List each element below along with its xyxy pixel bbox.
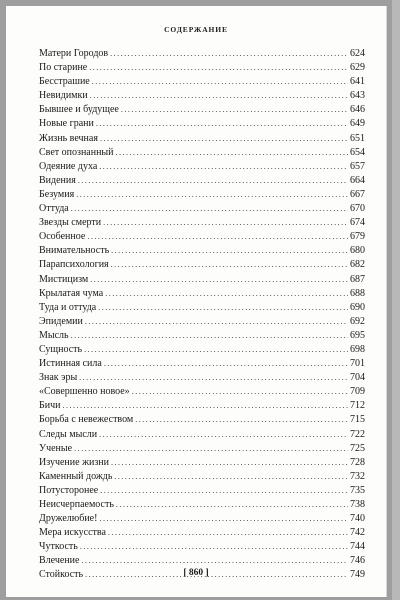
page-number: [ 860 ] <box>183 568 209 578</box>
toc-entry-page: 742 <box>350 527 365 539</box>
toc-entry-page: 690 <box>350 301 365 313</box>
toc-entry-title: Борьба с невежеством <box>39 414 134 426</box>
toc-entry <box>39 75 365 89</box>
dot-leader <box>111 456 348 470</box>
toc-entry-title: Знак эры <box>39 372 78 384</box>
toc-entry-title: Жизнь вечная <box>39 132 98 144</box>
dot-leader <box>114 470 348 484</box>
dot-leader <box>71 329 348 343</box>
toc-entry-title: Невидимки <box>39 90 88 102</box>
toc-entry <box>39 498 365 512</box>
toc-entry <box>39 484 365 498</box>
toc-entry-page: 740 <box>350 513 365 525</box>
toc-entry <box>39 301 365 315</box>
toc-entry-page: 682 <box>350 259 365 271</box>
dot-leader <box>108 526 348 540</box>
toc-entry-page: 624 <box>350 48 365 59</box>
toc-entry-page: 722 <box>350 428 365 440</box>
toc-entry-title: Мистицизм <box>39 273 89 285</box>
dot-leader <box>85 315 348 329</box>
dot-leader <box>71 202 348 216</box>
toc-entry-title: Неисчерпаемость <box>39 499 114 510</box>
toc-entry-title: Мера искусства <box>39 527 106 539</box>
toc-entry-title: Одеяние духа <box>39 160 98 172</box>
dot-leader <box>104 357 348 371</box>
dot-leader <box>98 301 348 315</box>
toc-entry-title: Видения <box>39 174 76 186</box>
toc-entry-title: Особенное <box>39 231 86 243</box>
toc-entry-title: Парапсихология <box>39 259 109 271</box>
toc-entry-page: 725 <box>350 442 365 454</box>
toc-entry-page: 674 <box>350 217 365 229</box>
toc-entry-page: 670 <box>350 203 365 215</box>
dot-leader <box>121 103 348 117</box>
toc-entry <box>39 470 365 484</box>
dot-leader <box>90 273 348 287</box>
toc-entry-title: Крылатая чума <box>39 287 104 299</box>
toc-entry-title: Безумия <box>39 188 75 200</box>
page-header: СОДЕРЖАНИЕ <box>164 25 228 34</box>
toc-entry <box>39 385 365 399</box>
toc-entry <box>39 174 365 188</box>
toc-entry <box>39 202 365 216</box>
toc-entry-page: 649 <box>350 118 365 130</box>
dot-leader <box>116 498 348 512</box>
toc-entry <box>39 216 365 230</box>
dot-leader <box>92 75 348 89</box>
toc-entry-title: Бывшее и будущее <box>39 104 119 116</box>
dot-leader <box>103 216 348 230</box>
dot-leader <box>135 413 348 427</box>
dot-leader <box>100 484 348 498</box>
toc-entry-page: 664 <box>350 174 365 186</box>
toc-entry-page: 746 <box>350 555 365 567</box>
toc-entry-page: 715 <box>350 414 365 426</box>
toc-entry-title: По старине <box>39 62 88 74</box>
dot-leader <box>80 540 348 554</box>
toc-entry-page: 641 <box>350 76 365 88</box>
toc-entry-page: 744 <box>350 541 365 553</box>
dot-leader <box>99 428 348 442</box>
toc-entry-title: Потусторонее <box>39 484 99 496</box>
toc-entry-page: 728 <box>350 456 365 468</box>
toc-entry-title: Следы мысли <box>39 428 98 440</box>
toc-entry-page: 709 <box>350 386 365 398</box>
toc-entry <box>39 188 365 202</box>
toc-entry-title: Стойкость <box>39 569 84 581</box>
toc-entry-page: 695 <box>350 329 365 341</box>
dot-leader <box>79 371 348 385</box>
toc-entry <box>39 315 365 329</box>
toc-entry-page: 688 <box>350 287 365 299</box>
toc-entry <box>39 117 365 131</box>
dot-leader <box>99 160 348 174</box>
dot-leader <box>89 61 348 75</box>
toc-entry-title: Эпидемии <box>39 315 83 327</box>
toc-entry <box>39 413 365 427</box>
toc-entry <box>39 399 365 413</box>
dot-leader <box>76 188 348 202</box>
dot-leader <box>111 244 348 258</box>
toc-entry <box>39 146 365 160</box>
dot-leader <box>96 117 348 131</box>
toc-entry-title: Новые грани <box>39 118 94 130</box>
toc-entry-title: Изучение жизни <box>39 456 109 468</box>
toc-entry-page: 698 <box>350 343 365 355</box>
toc-entry-page: 701 <box>350 358 365 370</box>
toc-entry <box>39 89 365 103</box>
table-of-contents <box>39 47 365 583</box>
toc-entry <box>39 456 365 470</box>
toc-entry-page: 712 <box>350 400 365 412</box>
toc-entry-title: Внимательность <box>39 245 110 257</box>
dot-leader <box>100 132 348 146</box>
dot-leader <box>105 287 348 301</box>
toc-entry-title: «Совершенно новое» <box>39 386 130 398</box>
toc-entry <box>39 47 365 61</box>
toc-entry-title: Ученые <box>39 442 73 454</box>
toc-entry-title: Бичи <box>39 400 61 412</box>
toc-entry <box>39 343 365 357</box>
toc-entry-title: Чуткость <box>39 541 78 553</box>
dot-leader <box>116 146 348 160</box>
dot-leader <box>81 554 348 568</box>
book-page <box>6 6 386 597</box>
dot-leader <box>84 343 348 357</box>
toc-entry-page: 687 <box>350 273 365 285</box>
toc-entry-title: Свет опознанный <box>39 146 114 158</box>
dot-leader <box>111 258 348 272</box>
toc-entry-page: 735 <box>350 484 365 496</box>
toc-entry-title: Туда и оттуда <box>39 301 97 313</box>
dot-leader <box>90 89 348 103</box>
dot-leader <box>62 399 348 413</box>
toc-entry <box>39 442 365 456</box>
toc-entry-title: Матери Городов <box>39 48 109 59</box>
toc-entry-title: Каменный дождь <box>39 470 113 482</box>
toc-entry-title: Дружелюбие! <box>39 513 98 525</box>
toc-entry-page: 680 <box>350 245 365 257</box>
toc-entry-title: Бесстрашие <box>39 76 90 88</box>
toc-entry-title: Звезды смерти <box>39 217 102 229</box>
toc-entry <box>39 371 365 385</box>
toc-entry-page: 657 <box>350 160 365 172</box>
toc-entry <box>39 540 365 554</box>
toc-entry <box>39 61 365 75</box>
toc-entry-page: 654 <box>350 146 365 158</box>
toc-entry-title: Влечение <box>39 555 80 567</box>
toc-entry <box>39 512 365 526</box>
toc-entry <box>39 329 365 343</box>
toc-entry <box>39 132 365 146</box>
toc-entry-page: 629 <box>350 62 365 74</box>
dot-leader <box>99 512 348 526</box>
toc-entry-page: 749 <box>350 569 365 581</box>
toc-entry-title: Истинная сила <box>39 358 102 370</box>
toc-entry-page: 643 <box>350 90 365 102</box>
toc-entry <box>39 103 365 117</box>
toc-entry <box>39 273 365 287</box>
toc-entry <box>39 244 365 258</box>
toc-entry <box>39 160 365 174</box>
dot-leader <box>74 442 348 456</box>
toc-entry-title: Мысль <box>39 329 69 341</box>
toc-entry <box>39 230 365 244</box>
dot-leader <box>110 47 348 61</box>
toc-entry <box>39 526 365 540</box>
toc-entry <box>39 287 365 301</box>
toc-entry-page: 646 <box>350 104 365 116</box>
dot-leader <box>132 385 348 399</box>
toc-entry-page: 732 <box>350 470 365 482</box>
toc-entry <box>39 428 365 442</box>
toc-entry-page: 667 <box>350 188 365 200</box>
toc-entry-page: 651 <box>350 132 365 144</box>
toc-entry <box>39 554 365 568</box>
toc-entry <box>39 258 365 272</box>
dot-leader <box>87 230 348 244</box>
dot-leader <box>78 174 348 188</box>
toc-entry-title: Оттуда <box>39 203 69 215</box>
toc-entry-page: 692 <box>350 315 365 327</box>
toc-entry-page: 738 <box>350 499 365 510</box>
toc-entry <box>39 357 365 371</box>
toc-entry-title: Сущность <box>39 343 83 355</box>
toc-entry-page: 704 <box>350 372 365 384</box>
toc-entry-page: 679 <box>350 231 365 243</box>
page-edge <box>392 0 400 600</box>
